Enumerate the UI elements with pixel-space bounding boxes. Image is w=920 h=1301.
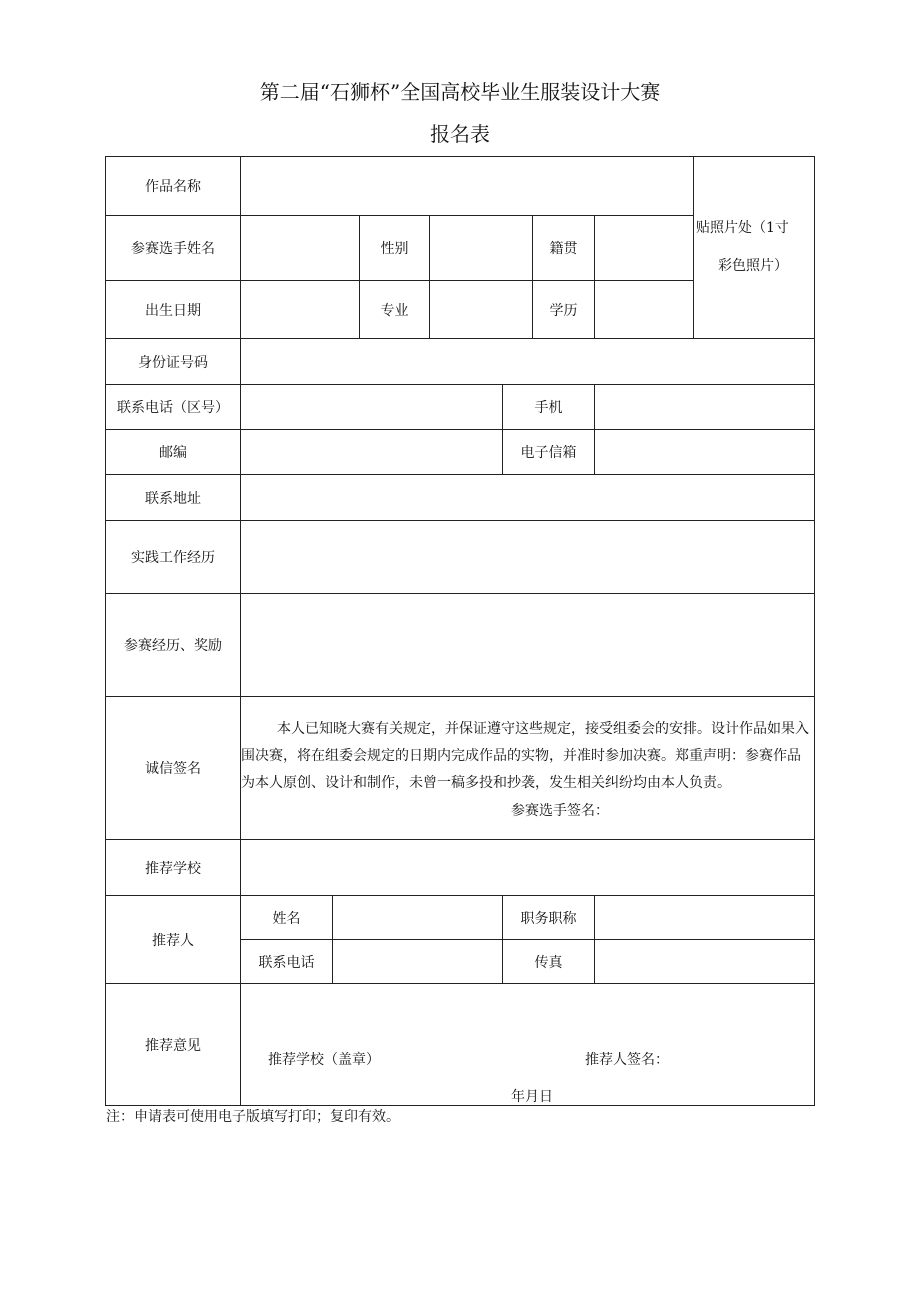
- contestant-signature-label: 参赛选手签名：: [511, 803, 609, 819]
- declaration-text: 本人已知晓大赛有关规定，并保证遵守这些规定，接受组委会的安排。设计作品如果入围决赛，将在组委会规定的日期内完成作品的实物，并准时参加决赛。郑重声明：参赛作品为本人原创、设计和制作，未曾一稿多投和抄袭，发生相关纠纷均由本人负责。: [241, 721, 809, 791]
- competition-awards-label: 参赛经历、奖励: [105, 593, 241, 697]
- recommender-phone-field[interactable]: [332, 939, 503, 984]
- major-label: 专业: [359, 280, 430, 339]
- mobile-label: 手机: [502, 384, 595, 430]
- address-label: 联系地址: [105, 474, 241, 521]
- birth-date-label: 出生日期: [105, 280, 241, 339]
- major-field[interactable]: [429, 280, 533, 339]
- date-label: 年月日: [511, 1089, 553, 1105]
- footer-note: 注：申请表可使用电子版填写打印；复印有效。: [106, 1109, 400, 1125]
- recommender-phone-label: 联系电话: [240, 939, 333, 984]
- gender-label: 性别: [359, 215, 430, 281]
- recommender-name-field[interactable]: [332, 895, 503, 940]
- practice-experience-field[interactable]: [240, 520, 815, 594]
- id-number-label: 身份证号码: [105, 338, 241, 385]
- email-label: 电子信箱: [502, 429, 595, 475]
- recommending-school-label: 推荐学校: [105, 839, 241, 896]
- id-number-field[interactable]: [240, 338, 815, 385]
- photo-text-line1: 贴照片处（1寸: [696, 220, 789, 236]
- recommendation-opinion-label: 推荐意见: [105, 983, 241, 1106]
- phone-label: 联系电话（区号）: [105, 384, 241, 430]
- work-name-field[interactable]: [240, 156, 694, 216]
- recommender-label: 推荐人: [105, 895, 241, 984]
- address-field[interactable]: [240, 474, 815, 521]
- gender-field[interactable]: [429, 215, 533, 281]
- contestant-name-label: 参赛选手姓名: [105, 215, 241, 281]
- contestant-name-field[interactable]: [240, 215, 360, 281]
- recommender-name-label: 姓名: [240, 895, 333, 940]
- school-seal-label: 推荐学校（盖章）: [268, 1052, 380, 1068]
- integrity-signature-label: 诚信签名: [105, 696, 241, 840]
- education-label: 学历: [532, 280, 595, 339]
- phone-field[interactable]: [240, 384, 503, 430]
- competition-awards-field[interactable]: [240, 593, 815, 697]
- practice-experience-label: 实践工作经历: [105, 520, 241, 594]
- postcode-label: 邮编: [105, 429, 241, 475]
- recommender-fax-field[interactable]: [594, 939, 815, 984]
- work-name-label: 作品名称: [105, 156, 241, 216]
- mobile-field[interactable]: [594, 384, 815, 430]
- postcode-field[interactable]: [240, 429, 503, 475]
- recommending-school-field[interactable]: [240, 839, 815, 896]
- form-subtitle: 报名表: [430, 122, 490, 146]
- recommender-fax-label: 传真: [502, 939, 595, 984]
- recommender-title-label: 职务职称: [502, 895, 595, 940]
- photo-text-line2: 彩色照片）: [718, 257, 788, 274]
- origin-field[interactable]: [594, 215, 694, 281]
- origin-label: 籍贯: [532, 215, 595, 281]
- email-field[interactable]: [594, 429, 815, 475]
- recommender-title-field[interactable]: [594, 895, 815, 940]
- education-field[interactable]: [594, 280, 694, 339]
- birth-date-field[interactable]: [240, 280, 360, 339]
- photo-placeholder[interactable]: [693, 156, 815, 339]
- form-title: 第二届“石狮杯”全国高校毕业生服装设计大赛: [259, 80, 661, 104]
- recommender-signature-label: 推荐人签名：: [585, 1052, 669, 1068]
